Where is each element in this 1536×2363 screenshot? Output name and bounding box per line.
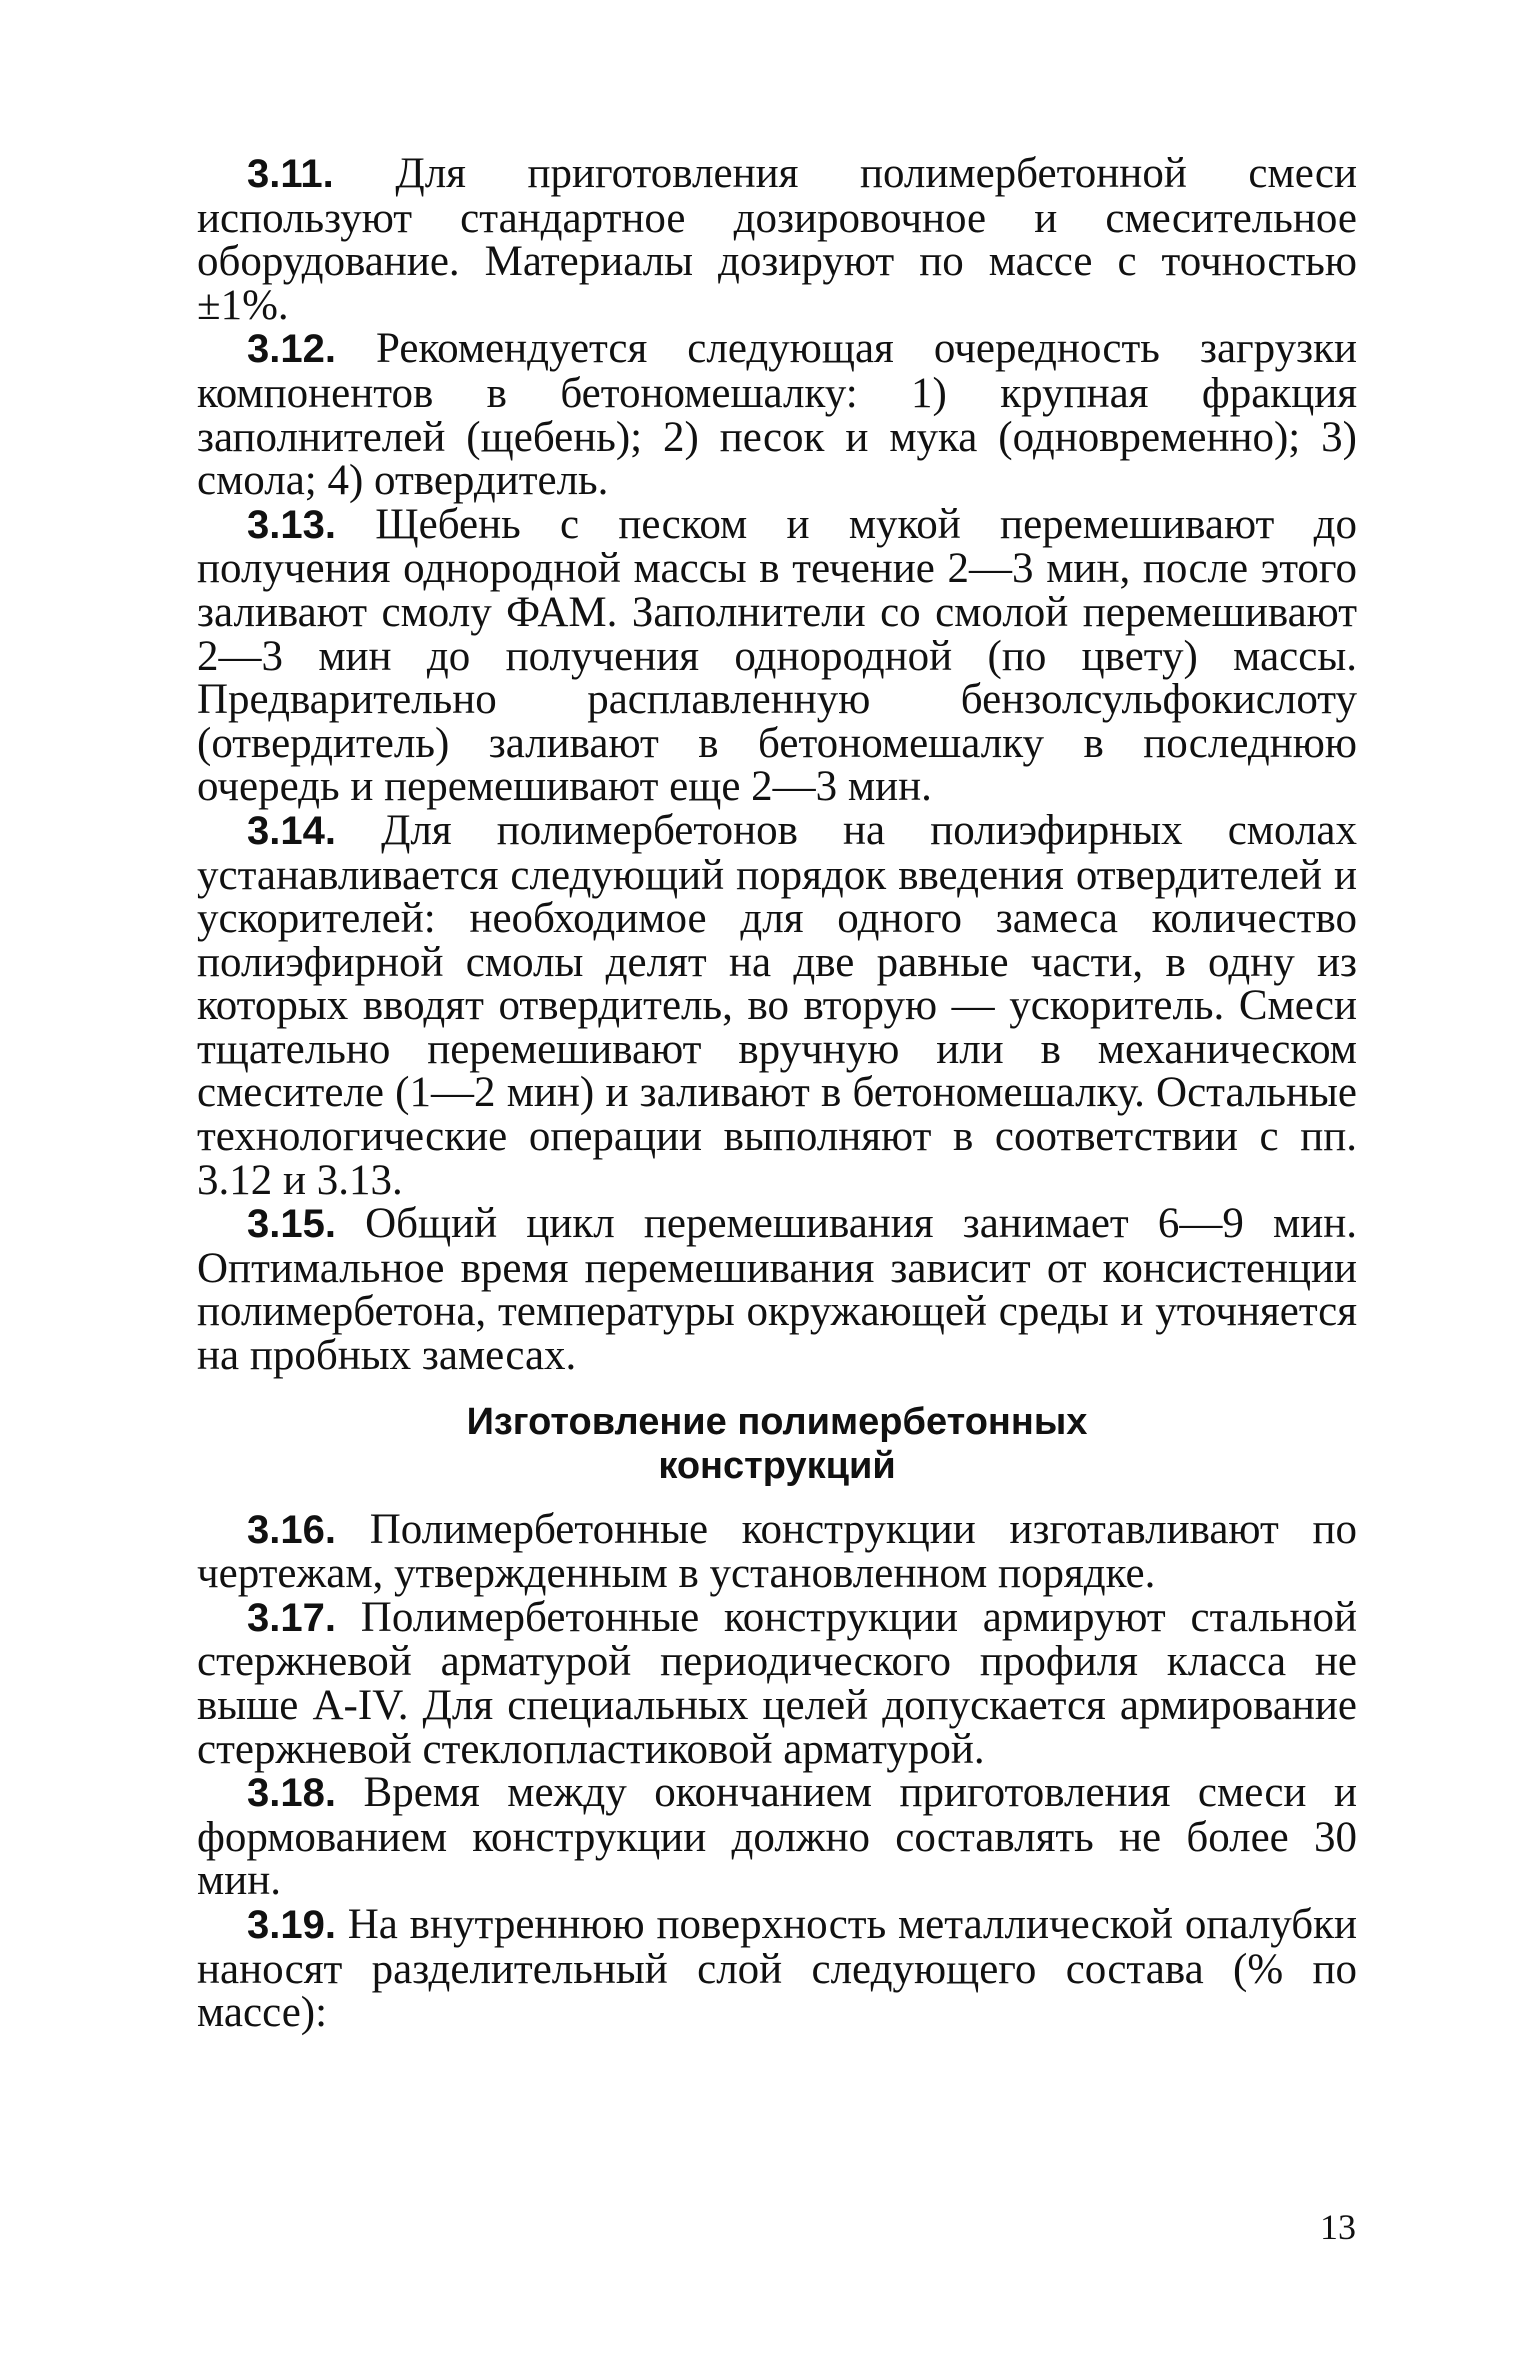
clause-number: 3.16. [247, 1507, 336, 1552]
paragraph-3-11 [197, 152, 1357, 327]
paragraph-text: Общий цикл перемешивания занимает 6—9 мин. Оптимальное время перемешивания зависит от консистенции полимербетона, температуры окружающей среды и уточняется на пробных замесах. [197, 1200, 1357, 1380]
clause-number: 3.15. [247, 1202, 336, 1247]
clause-number: 3.14. [247, 808, 336, 853]
paragraph-3-16 [197, 1505, 1357, 1598]
paragraph-3-14 [197, 806, 1357, 1204]
paragraph-3-17 [197, 1593, 1357, 1773]
clause-number: 3.17. [247, 1595, 336, 1640]
section-heading-line-1: Изготовление полимербетонных [466, 1400, 1088, 1443]
page-number: 13 [1320, 2207, 1356, 2247]
paragraph-3-12 [197, 325, 1357, 505]
paragraph-3-19 [197, 1900, 1357, 2037]
paragraph-text: Для приготовления полимербетонной смеси используют стандартное дозировочное и смесительное оборудование. Материалы дозируют по массе с точностью ±1%. [197, 150, 1357, 329]
clause-number: 3.19. [247, 1902, 336, 1947]
clause-number: 3.12. [247, 327, 336, 372]
clause-number: 3.18. [247, 1771, 336, 1816]
paragraph-text: На внутреннюю поверхность металлической опалубки наносят разделительный слой следующего состава (% по массе): [197, 1900, 1357, 2037]
paragraph-text: Щебень с песком и мукой перемешивают до получения однородной массы в течение 2—3 мин, после этого заливают смолу ФАМ. Заполнители со смолой перемешивают 2—3 мин до получения однородной (по цвету) массы. Предварительно расплавленную бензолсульфокислоту (отвердитель) заливают в бетономешалку в последнюю очередь и перемешивают еще 2—3 мин. [197, 500, 1357, 811]
paragraph-text: Для полимербетонов на полиэфирных смолах устанавливается следующий порядок введения отвердителей и ускорителей: необходимое для одного замеса количество полиэфирной смолы делят на две равные части, в одну из которых вводят отвердитель, во вторую — ускоритель. Смеси тщательно перемешивают вручную или в механическом смесителе (1—2 мин) и заливают в бетономешалку. Остальные технологические операции выполняют в соответствии с пп. 3.12 и 3.13. [197, 806, 1357, 1204]
section-heading [197, 1400, 1357, 1488]
paragraph-3-13 [197, 500, 1357, 811]
paragraph-text: Рекомендуется следующая очередность загрузки компонентов в бетономешалку: 1) крупная фракция заполнителей (щебень); 2) песок и мука (одновременно); 3) смола; 4) отвердитель. [197, 325, 1357, 505]
body-text [197, 152, 1357, 2035]
paragraph-3-18 [197, 1771, 1357, 1903]
clause-number: 3.13. [247, 502, 336, 547]
paragraph-text: Полимербетонные конструкции изготавливают по чертежам, утвержденным в установленном порядке. [197, 1505, 1357, 1598]
paragraph-3-15 [197, 1200, 1357, 1380]
paragraph-text: Полимербетонные конструкции армируют стальной стержневой арматурой периодического профиля класса не выше А-IV. Для специальных целей допускается армирование стержневой стеклопластиковой арматурой. [197, 1593, 1357, 1773]
paragraph-text: Время между окончанием приготовления смеси и формованием конструкции должно составлять не более 30 мин. [197, 1769, 1357, 1905]
clause-number: 3.11. [247, 152, 334, 196]
section-heading-line-2: конструкций [658, 1444, 896, 1487]
